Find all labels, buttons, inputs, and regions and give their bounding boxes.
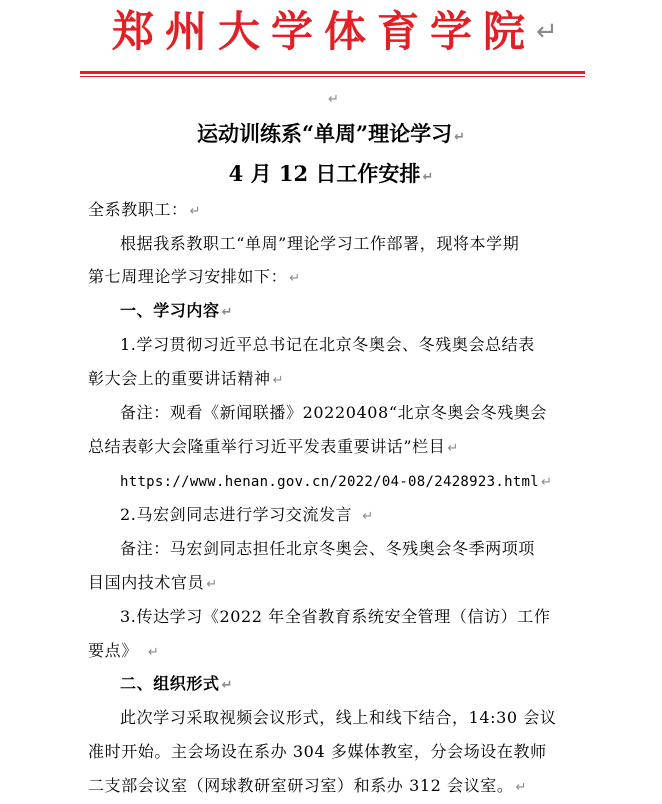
section-heading-2: [120, 674, 233, 696]
item2-line: [120, 505, 374, 527]
letterhead-title: [112, 2, 558, 62]
section-heading-2-text: 二、组织形式: [120, 674, 220, 693]
org-text-2: 准时开始。主会场设在系办 304 多媒体教室，分会场设在教师: [88, 742, 547, 761]
intro-line-1: [120, 234, 519, 254]
paragraph-mark-icon: ↵: [447, 441, 459, 456]
org-line-3: [88, 776, 527, 798]
item3-text-2: 要点》: [88, 641, 138, 660]
paragraph-mark-icon: ↵: [454, 130, 466, 145]
paragraph-mark-icon: ↵: [272, 373, 285, 388]
note2-text-2: 目国内技术官员: [88, 573, 205, 592]
paragraph-mark-icon: ↵: [362, 509, 374, 524]
greeting-line: [88, 200, 201, 222]
org-line-1: [120, 708, 557, 728]
intro-text-1: 根据我系教职工“单周”理论学习工作部署，现将本学期: [120, 234, 520, 253]
org-text-1: 此次学习采取视频会议形式，线上和线下结合，14:30 会议: [120, 708, 557, 727]
item1-line-1: [120, 335, 535, 355]
paragraph-mark-icon: ↵: [289, 271, 301, 286]
item3-text-1: 3.传达学习《2022 年全省教育系统安全管理（信访）工作: [120, 607, 551, 626]
paragraph-mark-icon: ↵: [189, 204, 202, 219]
letterhead-rule-thick: [80, 71, 585, 74]
paragraph-mark-icon: ↵: [328, 92, 339, 107]
item3-line-2: [88, 641, 159, 663]
note1-text-1: 备注：观看《新闻联播》20220408“北京冬奥会冬残奥会: [120, 403, 548, 422]
item1-text-1: 1.学习贯彻习近平总书记在北京冬奥会、冬残奥会总结表: [120, 335, 535, 354]
document-title-text: 运动训练系“单周”理论学习: [196, 121, 453, 146]
letterhead-rule-thin: [80, 76, 585, 77]
paragraph-mark-icon: ↵: [540, 475, 553, 490]
letterhead-title-text: 郑州大学体育学院: [112, 7, 537, 56]
paragraph-mark-icon: ↵: [422, 170, 434, 185]
paragraph-mark-icon: ↵: [221, 305, 234, 320]
item2-text: 2.马宏剑同志进行学习交流发言: [120, 505, 353, 524]
note2-line-1: [120, 539, 535, 559]
document-subtitle-text: 4 月 12 日工作安排: [228, 161, 421, 186]
item1-text-2: 彰大会上的重要讲话精神: [88, 369, 271, 388]
greeting-text: 全系教职工：: [88, 200, 188, 219]
url-line: [120, 471, 552, 493]
paragraph-mark-icon: ↵: [536, 17, 558, 47]
paragraph-mark-icon: ↵: [206, 577, 218, 592]
note1-line-2: [88, 437, 459, 459]
intro-line-2: [88, 267, 301, 289]
note1-text-2: 总结表彰大会隆重举行习近平发表重要讲话”栏目: [88, 437, 446, 456]
empty-paragraph: [326, 88, 339, 107]
section-heading-1: [120, 301, 233, 323]
org-text-3: 二支部会议室（网球教研室研习室）和系办 312 会议室。: [88, 776, 514, 795]
note1-line-1: [120, 403, 547, 423]
note2-text-1: 备注：马宏剑同志担任北京冬奥会、冬残奥会冬季两项项: [120, 539, 536, 558]
source-url-text: https://www.henan.gov.cn/2022/04-08/2428923.html: [120, 474, 539, 490]
document-title-line2: [0, 158, 662, 188]
document-title-line1: [0, 118, 662, 148]
section-heading-1-text: 一、学习内容: [120, 301, 220, 320]
org-line-2: [88, 742, 547, 762]
item3-line-1: [120, 607, 550, 627]
paragraph-mark-icon: ↵: [515, 780, 528, 795]
paragraph-mark-icon: ↵: [221, 678, 234, 693]
intro-text-2: 第七周理论学习安排如下：: [88, 267, 288, 286]
item1-line-2: [88, 369, 284, 391]
note2-line-2: [88, 573, 218, 595]
paragraph-mark-icon: ↵: [147, 645, 160, 660]
